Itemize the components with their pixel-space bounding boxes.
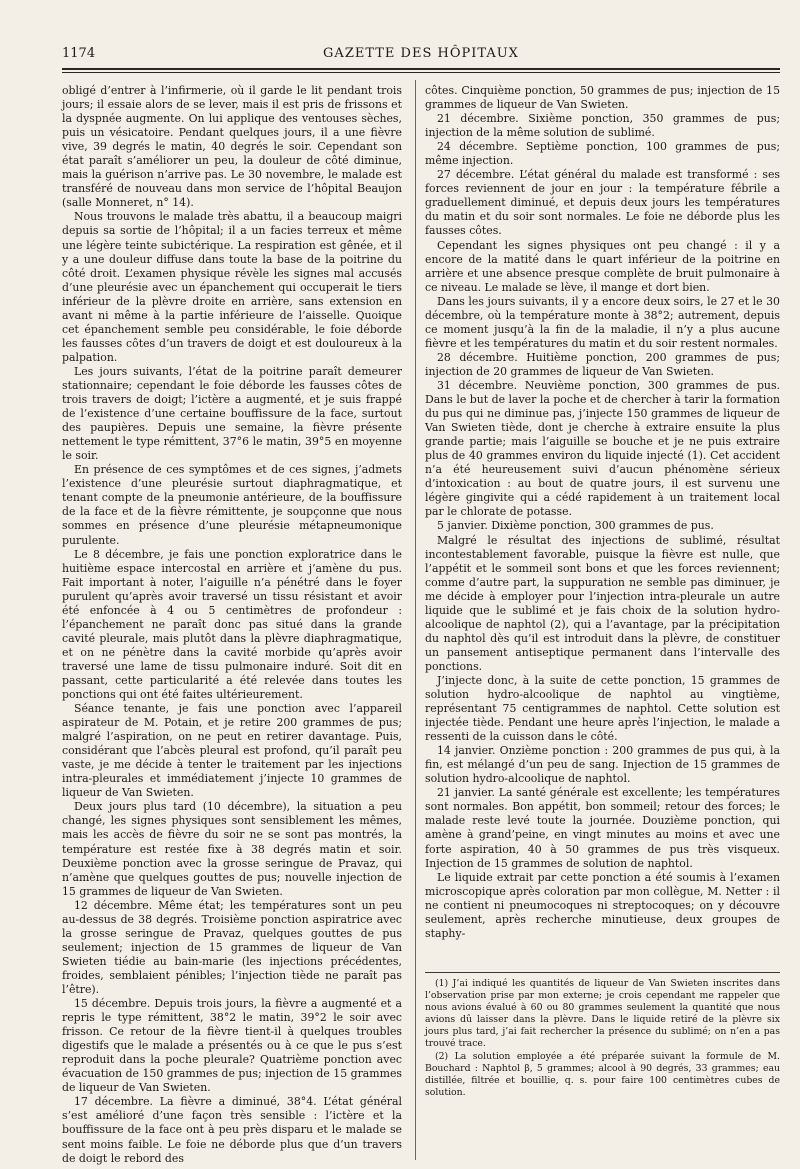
page-header [62,40,780,64]
right-column [425,84,780,941]
journal-title: GAZETTE DES HÔPITAUX [323,46,519,61]
paragraph: 14 janvier. Onzième ponction : 200 grammes de pus qui, à la fin, est mélangé d’un peu de sang. Injection de 15 grammes de solution hydro-alcoolique de naphtol. [425,744,780,786]
paragraph: 31 décembre. Neuvième ponction, 300 grammes de pus. Dans le but de laver la poche et de chercher à tarir la formation du pus qui ne diminue pas, j’injecte 150 grammes de liqueur de Van Swieten tiède, dont je cherche à extraire ensuite la plus grande partie; mais l’aiguille se bouche et je ne puis extraire plus de 40 grammes environ du liquide injecté (1). Cet accident n’a été heureusement suivi d’aucun phénomène sérieux d’intoxication : au bout de quatre jours, il est survenu une légère gingivite qui a cédé rapidement à un traitement local par le chlorate de potasse. [425,378,780,519]
paragraph: 24 décembre. Septième ponction, 100 grammes de pus; même injection. [425,140,780,168]
paragraph: Le 8 décembre, je fais une ponction exploratrice dans le huitième espace intercostal en arrière et j’amène du pus. Fait important à noter, l’aiguille n’a pénétré dans le foyer purulent qu’après avoir traversé un tissu résistant et avoir été enfoncée à 4 ou 5 centimètres de profondeur : l’épanchement ne paraît donc pas situé dans la grande cavité pleurale, mais plutôt dans la plèvre diaphragmatique, et on ne pénètre dans la cavité morbide qu’après avoir traversé une lame de tissu pulmonaire induré. Soit dit en passant, cette particularité a été relevée dans toutes les ponctions qui ont été faites ultérieurement. [62,547,402,702]
paragraph: Nous trouvons le malade très abattu, il a beaucoup maigri depuis sa sortie de l’hôpital; il a un facies terreux et même une légère teinte subictérique. La respiration est gênée, et il y a une douleur diffuse dans toute la base de la poitrine du côté droit. L’examen physique révèle les signes mal accusés d’une pleurésie avec un épanchement qui occuperait le tiers inférieur de la plèvre droite en arrière, sans extension en avant ni même à la partie inférieure de l’aisselle. Quoique cet épanchement semble peu considérable, le foie déborde les fausses côtes d’un travers de doigt et est douloureux à la palpation. [62,210,402,364]
footnote: (1) J’ai indiqué les quantités de liqueur de Van Swieten inscrites dans l’observation prise par mon externe; je crois cependant me rappeler que nous avions évalué à 60 ou 80 grammes seulement la quantité que nous avions dû laisser dans la plèvre. Dans le liquide retiré de la plèvre six jours plus tard, j’ai fait rechercher la présence du sublimé; on n’en a pas trouvé trace. [425,978,780,1050]
footnote: (2) La solution employée a été préparée suivant la formule de M. Bouchard : Naphtol β, 5 grammes; alcool à 90 degrés, 33 grammes; eau distillée, filtrée et bouillie, q. s. pour faire 100 centimètres cubes de solution. [425,1050,780,1098]
paragraph: 21 janvier. La santé générale est excellente; les températures sont normales. Bon appétit, bon sommeil; retour des forces; le malade reste levé toute la journée. Douzième ponction, qui amène à grand’peine, en vingt minutes au moins et avec une forte aspiration, 40 à 50 grammes de pus très visqueux. Injection de 15 grammes de solution de naphtol. [425,786,780,870]
left-column [62,84,402,1166]
paragraph: 12 décembre. Même état; les températures sont un peu au-dessus de 38 degrés. Troisième ponction aspiratrice avec la grosse seringue de Pravaz, quelques gouttes de pus seulement; injection de 15 grammes de liqueur de Van Swieten tiédie au bain-marie (les injections précédentes, froides, semblaient pénibles; l’injection tiède ne paraît pas l’être). [62,898,402,996]
column-divider [415,80,416,1160]
paragraph: J’injecte donc, à la suite de cette ponction, 15 grammes de solution hydro-alcoolique de naphtol au vingtième, représentant 75 centigrammes de naphtol. Cette solution est injectée tiède. Pendant une heure après l’injection, le malade a ressenti de la cuisson dans le côté. [425,673,780,744]
paragraph: Le liquide extrait par cette ponction a été soumis à l’examen microscopique après coloration par mon collègue, M. Netter : il ne contient ni pneumocoques ni streptocoques; on y découvre seulement, après recherche minutieuse, deux groupes de staphy- [425,870,780,940]
paragraph: 5 janvier. Dixième ponction, 300 grammes de pus. [437,519,714,533]
paragraph: obligé d’entrer à l’infirmerie, où il garde le lit pendant trois jours; il essaie alors de se lever, mais il est pris de frissons et la dyspnée augmente. On lui applique des ventouses sèches, puis un vésicatoire. Pendant quelques jours, il a une fièvre vive, 39 degrés le matin, 40 degrés le soir. Cependant son état paraît s’améliorer un peu, la douleur de côté diminue, mais la guérison n’arrive pas. Le 30 novembre, le malade est transféré de nouveau dans mon service de l’hôpital Beaujon (salle Monneret, n° 14). [62,84,402,210]
paragraph: 28 décembre. Huitième ponction, 200 grammes de pus; injection de 20 grammes de liqueur de Van Swieten. [425,350,780,378]
paragraph: En présence de ces symptômes et de ces signes, j’admets l’existence d’une pleurésie surtout diaphragmatique, et tenant compte de la pneumonie antérieure, de la bouffissure de la face et de la fièvre rémittente, je soupçonne que nous sommes en présence d’une pleurésie métapneumonique purulente. [62,463,402,547]
paragraph: Deux jours plus tard (10 décembre), la situation a peu changé, les signes physiques sont sensiblement les mêmes, mais les accès de fièvre du soir ne se sont pas montrés, la température est restée fixe à 38 degrés matin et soir. Deuxième ponction avec la grosse seringue de Pravaz, qui n’amène que quelques gouttes de pus; nouvelle injection de 15 grammes de liqueur de Van Swieten. [62,800,402,898]
footnote-rule [425,972,780,973]
header-rule-thick [62,68,780,70]
paragraph: 21 décembre. Sixième ponction, 350 grammes de pus; injection de la même solution de sublimé. [425,112,780,140]
paragraph: 27 décembre. L’état général du malade est transformé : ses forces reviennent de jour en jour : la température fébrile a graduellement diminué, et depuis deux jours les températures du matin et du soir sont normales. Le foie ne déborde plus les fausses côtes. [425,168,780,238]
paragraph: côtes. Cinquième ponction, 50 grammes de pus; injection de 15 grammes de liqueur de Van Swieten. [425,84,780,112]
paragraph: Les jours suivants, l’état de la poitrine paraît demeurer stationnaire; cependant le foie déborde les fausses côtes de trois travers de doigt; l’ictère a augmenté, et je suis frappé de l’existence d’une certaine bouffissure de la face, surtout des paupières. Depuis une semaine, la fièvre présente nettement le type rémittent, 37°6 le matin, 39°5 en moyenne le soir. [62,364,402,463]
footnotes [425,978,780,1099]
paragraph: Cependant les signes physiques ont peu changé : il y a encore de la matité dans le quart inférieur de la poitrine en arrière et une absence presque complète de bruit pulmonaire à ce niveau. Le malade se lève, il mange et dort bien. [425,238,780,294]
paragraph: Séance tenante, je fais une ponction avec l’appareil aspirateur de M. Potain, et je retire 200 grammes de pus; malgré l’aspiration, on ne peut en retirer davantage. Puis, considérant que l’abcès pleural est profond, qu’il paraît peu vaste, je me décide à tenter le traitement par les injections intra-pleurales et immédiatement j’injecte 10 grammes de liqueur de Van Swieten. [62,702,402,800]
paragraph: 15 décembre. Depuis trois jours, la fièvre a augmenté et a repris le type rémittent, 38°2 le matin, 39°2 le soir avec frisson. Ce retour de la fièvre tient-il à quelques troubles digestifs que le malade a présentés ou à ce que le pus s’est reproduit dans la poche pleurale? Quatrième ponction avec évacuation de 150 grammes de pus; injection de 15 grammes de liqueur de Van Swieten. [62,997,402,1095]
paragraph: 17 décembre. La fièvre a diminué, 38°4. L’état général s’est amélioré d’une façon très sensible : l’ictère et la bouffissure de la face ont à peu près disparu et le malade se sent moins faible. Le foie ne déborde plus que d’un travers de doigt le rebord des [62,1095,402,1165]
paragraph: Malgré le résultat des injections de sublimé, résultat incontestablement favorable, puisque la fièvre est nulle, que l’appétit et le sommeil sont bons et que les forces reviennent; comme d’autre part, la suppuration ne semble pas diminuer, je me décide à employer pour l’injection intra-pleurale un autre liquide que le sublimé et je fais choix de la solution hydro-alcoolique de naphtol (2), qui a l’avantage, par la précipitation du naphtol dès qu’il est introduit dans la plèvre, de constituer un pansement antiseptique permanent dans l’intervalle des ponctions. [425,533,780,673]
page-number: 1174 [62,46,96,61]
paragraph: Dans les jours suivants, il y a encore deux soirs, le 27 et le 30 décembre, où la température monte à 38°2; autrement, depuis ce moment jusqu’à la fin de la maladie, il n’y a plus aucune fièvre et les températures du matin et du soir restent normales. [425,294,780,350]
header-rule-thin [62,72,780,73]
